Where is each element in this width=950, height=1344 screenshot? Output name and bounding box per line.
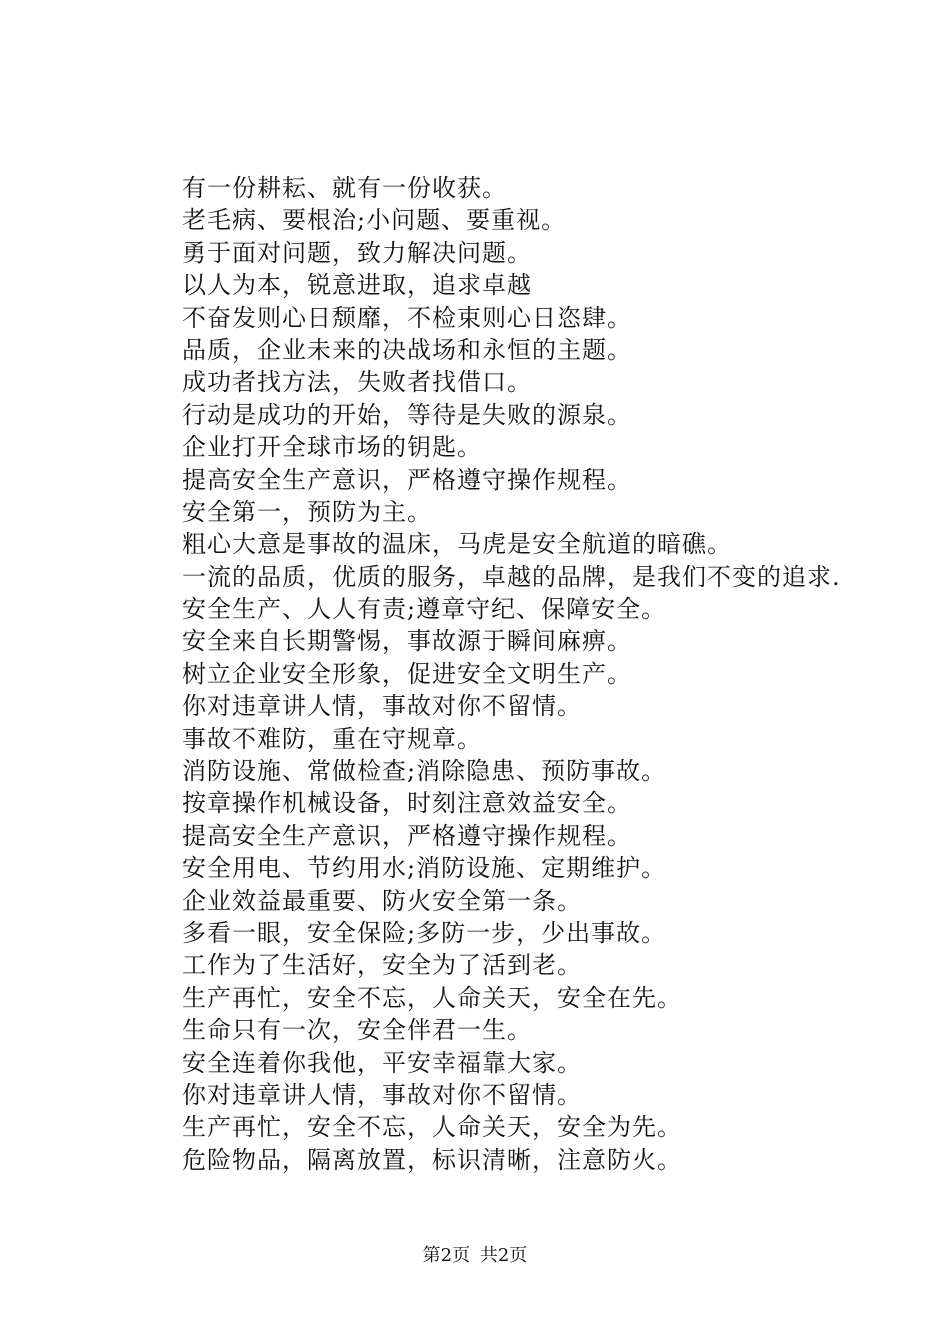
text-line: 生产再忙，安全不忘，人命关天，安全为先。 <box>182 1113 682 1142</box>
text-line: 品质，企业未来的决战场和永恒的主题。 <box>182 335 632 364</box>
text-line-wrapped: 一流的品质，优质的服务，卓越的品牌，是我们不变的追求. <box>182 562 841 591</box>
page-footer <box>0 1244 950 1268</box>
text-line: 安全第一，预防为主。 <box>182 497 432 526</box>
document-body <box>128 172 848 1176</box>
text-line: 按章操作机械设备，时刻注意效益安全。 <box>182 789 632 818</box>
text-line: 企业打开全球市场的钥匙。 <box>182 433 482 462</box>
text-line: 粗心大意是事故的温床，马虎是安全航道的暗礁。 <box>182 530 732 559</box>
text-line: 生产再忙，安全不忘，人命关天，安全在先。 <box>182 983 682 1012</box>
text-line: 老毛病、要根治;小问题、要重视。 <box>182 206 567 235</box>
text-line: 安全生产、人人有责;遵章守纪、保障安全。 <box>182 595 667 624</box>
text-line: 有一份耕耘、就有一份收获。 <box>182 174 507 202</box>
text-line: 行动是成功的开始，等待是失败的源泉。 <box>182 400 632 429</box>
text-line: 消防设施、常做检查;消除隐患、预防事故。 <box>182 757 667 786</box>
text-line: 成功者找方法，失败者找借口。 <box>182 368 532 397</box>
text-line: 安全用电、节约用水;消防设施、定期维护。 <box>182 854 667 883</box>
text-line: 企业效益最重要、防火安全第一条。 <box>182 886 582 915</box>
text-line: 树立企业安全形象，促进安全文明生产。 <box>182 659 632 688</box>
text-line: 你对违章讲人情，事故对你不留情。 <box>182 692 582 721</box>
text-line: 安全连着你我他，平安幸福靠大家。 <box>182 1048 582 1077</box>
page-total: 共2页 <box>479 1245 528 1266</box>
text-line: 以人为本，锐意进取，追求卓越 <box>182 271 532 300</box>
text-line: 生命只有一次，安全伴君一生。 <box>182 1016 532 1045</box>
text-line: 提高安全生产意识，严格遵守操作规程。 <box>182 821 632 850</box>
text-line: 勇于面对问题，致力解决问题。 <box>182 238 532 267</box>
text-line: 危险物品，隔离放置，标识清晰，注意防火。 <box>182 1145 682 1174</box>
text-line: 提高安全生产意识，严格遵守操作规程。 <box>182 465 632 494</box>
text-line: 工作为了生活好，安全为了活到老。 <box>182 951 582 980</box>
text-line: 安全来自长期警惕，事故源于瞬间麻痹。 <box>182 627 632 656</box>
text-line: 你对违章讲人情，事故对你不留情。 <box>182 1080 582 1109</box>
page-number: 第2页 <box>422 1245 471 1266</box>
text-line: 不奋发则心日颓靡，不检束则心日恣肆。 <box>182 303 632 332</box>
text-line: 事故不难防，重在守规章。 <box>182 724 482 753</box>
text-line: 多看一眼，安全保险;多防一步，少出事故。 <box>182 919 667 947</box>
